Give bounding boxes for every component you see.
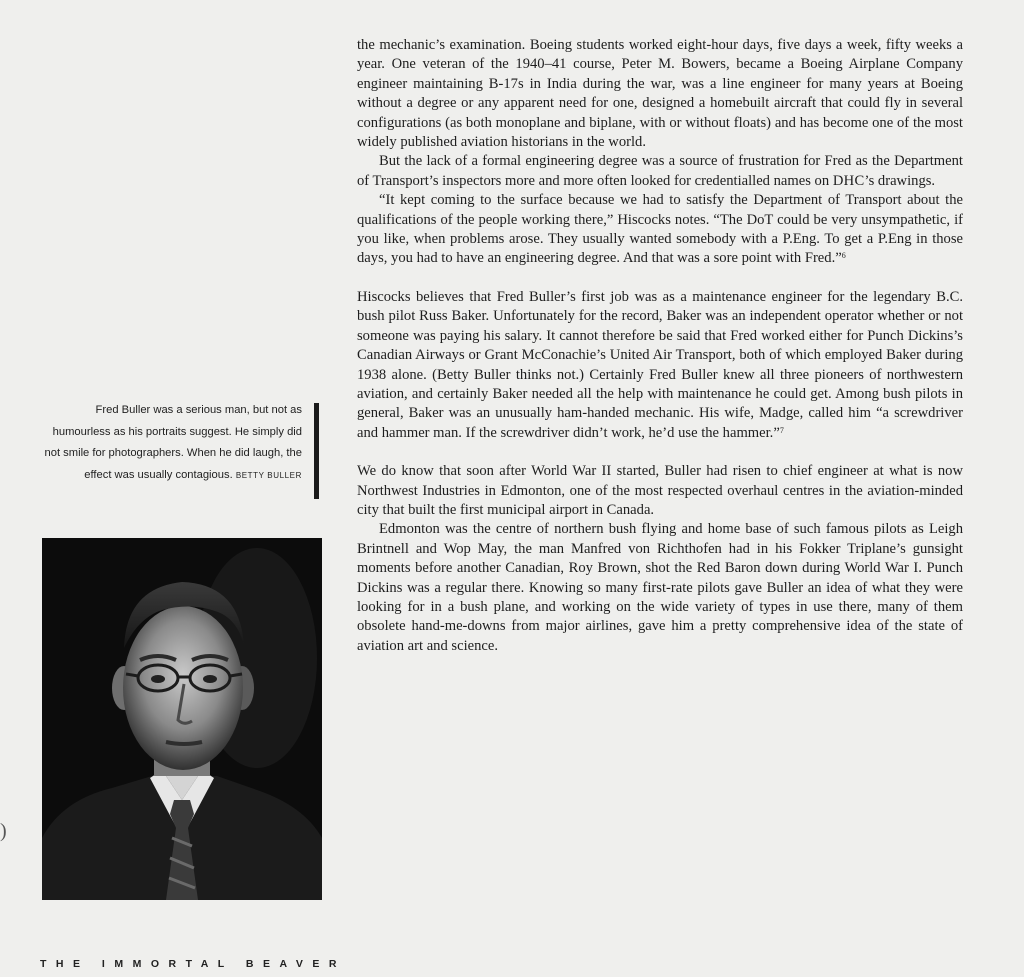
body-paragraph: Edmonton was the centre of northern bush flying and home base of such famous pilots as Leigh Brintnell and Wop May, the man Manfred von Richthofen had in his Fokker Triplane’s gunsight moments before another Canadian, Roy Brown, shot the Red Baron down during World War I. Punch Dickins was a regular there. Knowing so many first-rate pilots gave Buller an idea of what they were looking for in a bush plane, and working on the wide variety of types in use there, many of them obsolete hand-me-downs from major airlines, gave him a pretty comprehensive idea of the state of aviation art and science. [357,521,963,654]
main-text-column [357,36,963,656]
dhc-smallcaps: DHC [832,172,865,189]
footnote-marker: 6 [841,251,846,261]
caption-text: Fred Buller was a serious man, but not as humourless as his portraits suggest. He simply did not smile for photographers. When he did laugh, the effect was usually contagious. [44,404,302,481]
paragraph-text: “It kept coming to the surface because we had to satisfy the Department of Transport about the qualifications of the people working there,” Hiscocks notes. “The DoT could be very unsympathetic, if you like, when problems arose. They usually wanted somebody with a P.Eng. To get a P.Eng in those days, you had to have an engineering degree. And that was a sore point with Fred.” [357,192,963,267]
portrait-illustration [42,538,322,900]
paragraph-text: Hiscocks believes that Fred Buller’s first job was as a maintenance engineer for the legendary B.C. bush pilot Russ Baker. Unfortunately for the record, Baker was an independent operator whether or not someone was paying his salary. It cannot therefore be said that Fred worked either for Punch Dickins’s Canadian Airways or Grant McConachie’s United Air Transport, both of which employed Baker during 1938 alone. (Betty Buller thinks not.) Certainly Fred Buller knew all three pioneers of northwestern aviation, and certainly Baker needed all the help with maintenance he could get. Among bush pilots in general, Baker was an unusually ham-handed mechanic. His wife, Madge, called him “a screwdriver and hammer man. If the screwdriver didn’t work, he’d use the hammer.” [357,288,963,441]
running-footer: THE IMMORTAL BEAVER [40,958,346,970]
paragraph-text: But the lack of a formal engineering degree was a source of frustration for Fred as the Department of Transport’s inspectors more and more often looked for credentialled names on [357,153,963,189]
caption-rule [314,403,319,499]
footnote-marker: 7 [779,425,784,435]
page-edge-mark: ) [0,820,7,842]
body-paragraph [357,288,963,443]
body-paragraph [357,152,963,191]
body-paragraph: We do know that soon after World War II started, Buller had risen to chief engineer at what is now Northwest Industries in Edmonton, one of the most respected overhaul centres in the aviation-minded city that built the first municipal airport in Canada. [357,463,963,518]
photo-credit: BETTY BULLER [235,470,302,480]
portrait-photo [42,538,322,900]
paragraph-text: ’s drawings. [864,172,936,189]
body-paragraph: the mechanic’s examination. Boeing students worked eight-hour days, five days a week, fifty weeks a year. One veteran of the 1940–41 course, Peter M. Bowers, became a Boeing Airplane Company engineer maintaining B-17s in India during the war, was a line engineer for many years at Boeing without a degree or any apparent need for one, designed a homebuilt aircraft that could fly in several configurations (as both monoplane and biplane, with or without floats) and has become one of the most widely published aviation historians in the world. [357,37,963,151]
body-paragraph [357,191,963,269]
photo-caption [40,400,302,486]
